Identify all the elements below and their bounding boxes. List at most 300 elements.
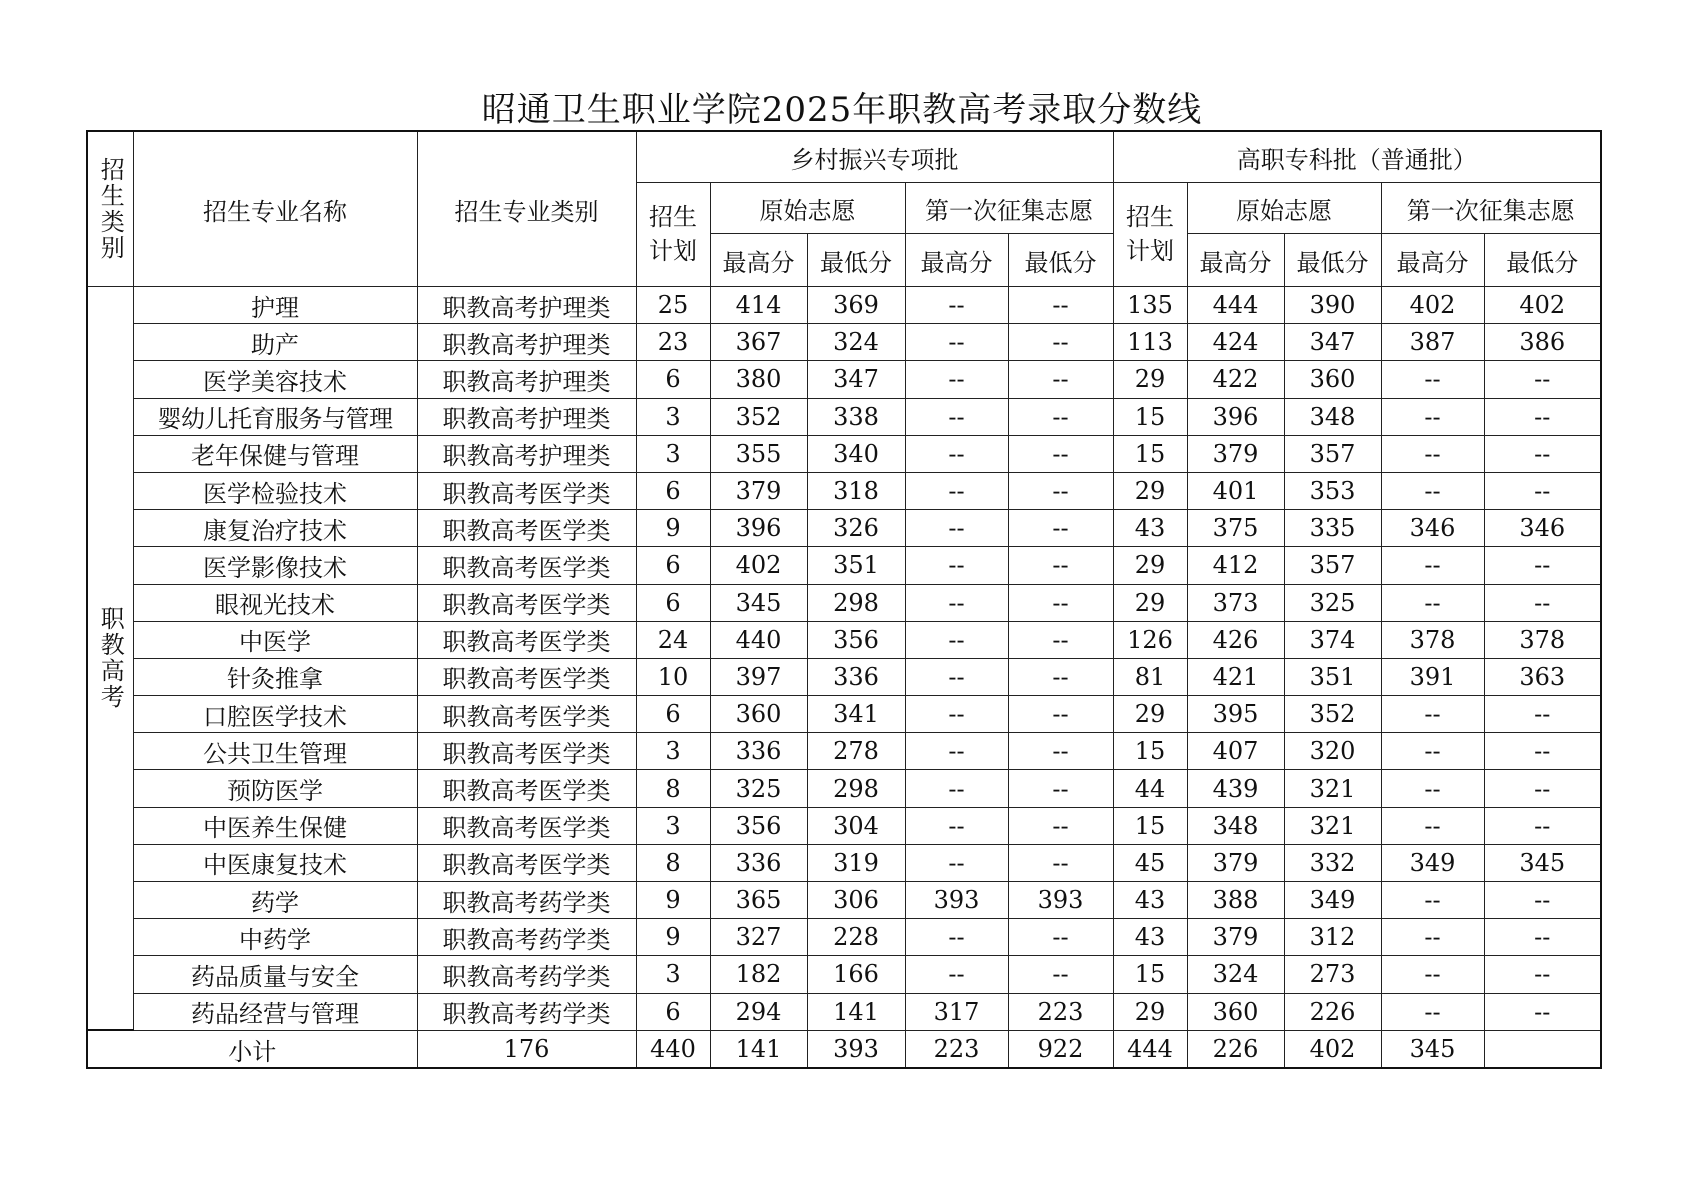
regular-collect-header: 第一次征集志愿 [1381, 183, 1601, 234]
major-type-cell: 职教高考医学类 [417, 547, 636, 584]
subtotal-rural-original-min-cell: 141 [710, 1030, 807, 1068]
rural-collect-min-cell: -- [1008, 472, 1113, 509]
rural-collect-max-cell: -- [905, 584, 1008, 621]
min-score-header: 最低分 [807, 234, 905, 287]
regular-collect-min-cell: 345 [1484, 844, 1601, 881]
rural-collect-min-cell: -- [1008, 807, 1113, 844]
rural-collect-max-cell: -- [905, 919, 1008, 956]
rural-collect-min-cell: -- [1008, 621, 1113, 658]
rural-collect-min-cell: -- [1008, 287, 1113, 324]
min-score-header: 最低分 [1284, 234, 1381, 287]
major-name-cell: 医学影像技术 [133, 547, 417, 584]
rural-collect-max-cell: 393 [905, 882, 1008, 919]
regular-collect-min-cell: -- [1484, 696, 1601, 733]
subtotal-rural-collect-min-cell: 223 [905, 1030, 1008, 1068]
regular-original-min-cell: 312 [1284, 919, 1381, 956]
regular-original-min-cell: 320 [1284, 733, 1381, 770]
regular-original-min-cell: 349 [1284, 882, 1381, 919]
max-score-header: 最高分 [710, 234, 807, 287]
major-name-cell: 中医学 [133, 621, 417, 658]
major-type-cell: 职教高考医学类 [417, 696, 636, 733]
rural-collect-min-cell: -- [1008, 770, 1113, 807]
rural-original-min-cell: 304 [807, 807, 905, 844]
table-row [87, 398, 1601, 435]
regular-collect-min-cell: -- [1484, 770, 1601, 807]
regular-collect-min-cell: 402 [1484, 287, 1601, 324]
rural-original-max-cell: 360 [710, 696, 807, 733]
regular-original-min-cell: 321 [1284, 770, 1381, 807]
table-row [87, 696, 1601, 733]
rural-original-min-cell: 351 [807, 547, 905, 584]
rural-collect-min-cell: -- [1008, 435, 1113, 472]
regular-collect-min-cell: 363 [1484, 658, 1601, 695]
regular-original-max-cell: 360 [1187, 993, 1284, 1030]
rural-original-min-cell: 369 [807, 287, 905, 324]
regular-collect-min-cell: -- [1484, 584, 1601, 621]
regular-original-header: 原始志愿 [1187, 183, 1381, 234]
subtotal-regular-original-max-cell: 444 [1113, 1030, 1187, 1068]
major-type-cell: 职教高考医学类 [417, 621, 636, 658]
major-name-cell: 中医康复技术 [133, 844, 417, 881]
rural-collect-max-cell: -- [905, 472, 1008, 509]
major-name-cell: 中医养生保健 [133, 807, 417, 844]
table-row [87, 807, 1601, 844]
table-row [87, 882, 1601, 919]
min-score-header: 最低分 [1484, 234, 1601, 287]
regular-plan-cell: 15 [1113, 398, 1187, 435]
rural-original-min-cell: 166 [807, 956, 905, 993]
rural-original-max-cell: 414 [710, 287, 807, 324]
subtotal-rural-plan-cell: 176 [417, 1030, 636, 1068]
regular-collect-min-cell: -- [1484, 993, 1601, 1030]
regular-plan-cell: 43 [1113, 919, 1187, 956]
rural-original-min-cell: 347 [807, 361, 905, 398]
rural-plan-cell: 25 [636, 287, 710, 324]
major-type-cell: 职教高考药学类 [417, 882, 636, 919]
table-row [87, 733, 1601, 770]
regular-collect-max-cell: 391 [1381, 658, 1484, 695]
major-name-cell: 眼视光技术 [133, 584, 417, 621]
rural-collect-min-cell: -- [1008, 733, 1113, 770]
rural-original-min-cell: 278 [807, 733, 905, 770]
regular-original-max-cell: 379 [1187, 844, 1284, 881]
regular-plan-cell: 29 [1113, 696, 1187, 733]
rural-original-min-cell: 298 [807, 584, 905, 621]
regular-original-max-cell: 422 [1187, 361, 1284, 398]
rural-original-max-cell: 365 [710, 882, 807, 919]
regular-original-min-cell: 226 [1284, 993, 1381, 1030]
rural-original-min-cell: 340 [807, 435, 905, 472]
rural-plan-cell: 23 [636, 324, 710, 361]
regular-original-min-cell: 348 [1284, 398, 1381, 435]
rural-collect-max-cell: 317 [905, 993, 1008, 1030]
rural-collect-min-cell: -- [1008, 547, 1113, 584]
rural-collect-max-cell: -- [905, 547, 1008, 584]
major-type-cell: 职教高考护理类 [417, 361, 636, 398]
major-name-cell: 康复治疗技术 [133, 510, 417, 547]
rural-original-min-cell: 141 [807, 993, 905, 1030]
regular-original-max-cell: 407 [1187, 733, 1284, 770]
regular-collect-max-cell: -- [1381, 882, 1484, 919]
rural-collect-max-cell: -- [905, 435, 1008, 472]
regular-original-min-cell: 360 [1284, 361, 1381, 398]
rural-original-max-cell: 355 [710, 435, 807, 472]
rural-collect-min-cell: -- [1008, 510, 1113, 547]
regular-plan-cell: 45 [1113, 844, 1187, 881]
rural-original-max-cell: 352 [710, 398, 807, 435]
rural-plan-cell: 6 [636, 696, 710, 733]
regular-plan-cell: 29 [1113, 361, 1187, 398]
rural-original-min-cell: 318 [807, 472, 905, 509]
rural-plan-cell: 3 [636, 733, 710, 770]
regular-collect-max-cell: -- [1381, 807, 1484, 844]
category-cell [87, 287, 133, 1031]
subtotal-rural-original-max-cell: 440 [636, 1030, 710, 1068]
regular-plan-cell: 15 [1113, 435, 1187, 472]
category-header-cell [87, 131, 133, 287]
regular-collect-max-cell: 346 [1381, 510, 1484, 547]
rural-original-min-cell: 228 [807, 919, 905, 956]
rural-original-min-cell: 298 [807, 770, 905, 807]
regular-original-min-cell: 353 [1284, 472, 1381, 509]
subtotal-regular-plan-cell: 922 [1008, 1030, 1113, 1068]
rural-original-max-cell: 396 [710, 510, 807, 547]
regular-collect-max-cell: -- [1381, 919, 1484, 956]
rural-collect-min-cell: -- [1008, 658, 1113, 695]
rural-original-max-cell: 440 [710, 621, 807, 658]
subtotal-rural-collect-max-cell: 393 [807, 1030, 905, 1068]
regular-original-max-cell: 395 [1187, 696, 1284, 733]
rural-plan-header [636, 183, 710, 287]
regular-original-min-cell: 352 [1284, 696, 1381, 733]
rural-plan-cell: 8 [636, 770, 710, 807]
rural-original-max-cell: 367 [710, 324, 807, 361]
regular-plan-cell: 29 [1113, 584, 1187, 621]
regular-collect-max-cell: -- [1381, 435, 1484, 472]
regular-original-min-cell: 351 [1284, 658, 1381, 695]
major-name-cell: 药品质量与安全 [133, 956, 417, 993]
rural-original-min-cell: 341 [807, 696, 905, 733]
regular-collect-max-cell: -- [1381, 472, 1484, 509]
regular-plan-cell: 43 [1113, 510, 1187, 547]
regular-collect-min-cell: -- [1484, 472, 1601, 509]
major-type-cell: 职教高考医学类 [417, 770, 636, 807]
regular-collect-max-cell: 378 [1381, 621, 1484, 658]
rural-plan-cell: 6 [636, 547, 710, 584]
major-name-cell: 预防医学 [133, 770, 417, 807]
rural-collect-max-cell: -- [905, 361, 1008, 398]
major-type-cell: 职教高考药学类 [417, 919, 636, 956]
regular-original-max-cell: 324 [1187, 956, 1284, 993]
rural-plan-cell: 10 [636, 658, 710, 695]
rural-plan-cell: 6 [636, 361, 710, 398]
major-type-cell: 职教高考医学类 [417, 584, 636, 621]
rural-original-header: 原始志愿 [710, 183, 905, 234]
regular-collect-min-cell: -- [1484, 733, 1601, 770]
regular-original-max-cell: 379 [1187, 919, 1284, 956]
rural-original-max-cell: 402 [710, 547, 807, 584]
rural-original-max-cell: 345 [710, 584, 807, 621]
rural-plan-cell: 6 [636, 472, 710, 509]
rural-collect-max-cell: -- [905, 696, 1008, 733]
rural-collect-min-cell: -- [1008, 956, 1113, 993]
rural-original-max-cell: 325 [710, 770, 807, 807]
table-row [87, 472, 1601, 509]
rural-original-max-cell: 182 [710, 956, 807, 993]
rural-collect-max-cell: -- [905, 324, 1008, 361]
table-row [87, 658, 1601, 695]
major-type-cell: 职教高考护理类 [417, 398, 636, 435]
rural-collect-max-cell: -- [905, 770, 1008, 807]
regular-collect-min-cell: -- [1484, 435, 1601, 472]
rural-collect-min-cell: 393 [1008, 882, 1113, 919]
rural-collect-max-cell: -- [905, 621, 1008, 658]
rural-plan-cell: 9 [636, 919, 710, 956]
rural-original-min-cell: 326 [807, 510, 905, 547]
major-type-cell: 职教高考医学类 [417, 472, 636, 509]
rural-original-min-cell: 306 [807, 882, 905, 919]
regular-collect-max-cell: -- [1381, 584, 1484, 621]
major-name-cell: 口腔医学技术 [133, 696, 417, 733]
rural-collect-max-cell: -- [905, 658, 1008, 695]
rural-original-min-cell: 338 [807, 398, 905, 435]
batch-rural-header: 乡村振兴专项批 [636, 131, 1113, 183]
category-header: 招生类别 [96, 157, 125, 261]
max-score-header: 最高分 [1381, 234, 1484, 287]
regular-collect-min-cell: -- [1484, 919, 1601, 956]
regular-plan-cell: 135 [1113, 287, 1187, 324]
regular-collect-min-cell: -- [1484, 882, 1601, 919]
max-score-header: 最高分 [1187, 234, 1284, 287]
major-type-cell: 职教高考护理类 [417, 287, 636, 324]
rural-original-min-cell: 336 [807, 658, 905, 695]
regular-collect-max-cell: -- [1381, 770, 1484, 807]
regular-original-max-cell: 375 [1187, 510, 1284, 547]
subtotal-label: 小计 [87, 1030, 417, 1068]
major-type-cell: 职教高考医学类 [417, 733, 636, 770]
regular-collect-max-cell: -- [1381, 956, 1484, 993]
regular-collect-min-cell: -- [1484, 547, 1601, 584]
major-name-cell: 护理 [133, 287, 417, 324]
regular-original-max-cell: 444 [1187, 287, 1284, 324]
regular-original-max-cell: 424 [1187, 324, 1284, 361]
rural-original-max-cell: 336 [710, 733, 807, 770]
rural-collect-max-cell: -- [905, 287, 1008, 324]
rural-collect-min-cell: -- [1008, 844, 1113, 881]
major-type-header: 招生专业类别 [417, 131, 636, 287]
rural-plan-cell: 6 [636, 584, 710, 621]
regular-collect-min-cell: -- [1484, 956, 1601, 993]
regular-original-max-cell: 401 [1187, 472, 1284, 509]
regular-plan-cell: 15 [1113, 956, 1187, 993]
regular-original-min-cell: 335 [1284, 510, 1381, 547]
regular-original-max-cell: 388 [1187, 882, 1284, 919]
major-type-cell: 职教高考药学类 [417, 993, 636, 1030]
regular-plan-cell: 29 [1113, 993, 1187, 1030]
table-row [87, 324, 1601, 361]
major-name-header: 招生专业名称 [133, 131, 417, 287]
rural-plan-cell: 3 [636, 398, 710, 435]
regular-plan-cell: 29 [1113, 472, 1187, 509]
rural-plan-cell: 6 [636, 993, 710, 1030]
regular-original-min-cell: 390 [1284, 287, 1381, 324]
table-row [87, 435, 1601, 472]
regular-plan-cell: 44 [1113, 770, 1187, 807]
regular-collect-min-cell: 386 [1484, 324, 1601, 361]
regular-plan-cell: 15 [1113, 733, 1187, 770]
regular-collect-max-cell: 349 [1381, 844, 1484, 881]
batch-regular-header: 高职专科批（普通批） [1113, 131, 1601, 183]
regular-original-min-cell: 374 [1284, 621, 1381, 658]
regular-collect-max-cell: 387 [1381, 324, 1484, 361]
major-type-cell: 职教高考医学类 [417, 844, 636, 881]
category-value: 职教高考 [96, 606, 125, 711]
rural-plan-cell: 9 [636, 510, 710, 547]
regular-plan-cell: 126 [1113, 621, 1187, 658]
table-row [87, 287, 1601, 324]
plan-label-line1: 招生 [649, 202, 697, 231]
rural-collect-max-cell: -- [905, 510, 1008, 547]
subtotal-regular-original-min-cell: 226 [1187, 1030, 1284, 1068]
table-row [87, 361, 1601, 398]
subtotal-regular-collect-max-cell: 402 [1284, 1030, 1381, 1068]
major-name-cell: 老年保健与管理 [133, 435, 417, 472]
page-title: 昭通卫生职业学院2025年职教高考录取分数线 [481, 90, 1203, 130]
regular-original-max-cell: 412 [1187, 547, 1284, 584]
plan-label-line2: 计划 [649, 236, 697, 265]
regular-collect-max-cell: -- [1381, 398, 1484, 435]
regular-collect-max-cell: -- [1381, 733, 1484, 770]
regular-plan-cell: 29 [1113, 547, 1187, 584]
regular-original-max-cell: 421 [1187, 658, 1284, 695]
major-type-cell: 职教高考医学类 [417, 807, 636, 844]
regular-collect-max-cell: -- [1381, 696, 1484, 733]
regular-collect-max-cell: -- [1381, 361, 1484, 398]
plan-label-line2: 计划 [1126, 236, 1175, 265]
regular-plan-cell: 15 [1113, 807, 1187, 844]
regular-original-max-cell: 379 [1187, 435, 1284, 472]
rural-original-max-cell: 336 [710, 844, 807, 881]
rural-collect-max-cell: -- [905, 844, 1008, 881]
regular-collect-max-cell: -- [1381, 547, 1484, 584]
major-type-cell: 职教高考药学类 [417, 956, 636, 993]
header-row-1 [87, 131, 1601, 183]
regular-collect-max-cell: -- [1381, 993, 1484, 1030]
major-name-cell: 医学美容技术 [133, 361, 417, 398]
regular-collect-min-cell: 378 [1484, 621, 1601, 658]
rural-collect-min-cell: -- [1008, 398, 1113, 435]
major-name-cell: 公共卫生管理 [133, 733, 417, 770]
rural-collect-max-cell: -- [905, 956, 1008, 993]
table-row [87, 547, 1601, 584]
major-name-cell: 婴幼儿托育服务与管理 [133, 398, 417, 435]
rural-plan-cell: 9 [636, 882, 710, 919]
major-type-cell: 职教高考护理类 [417, 435, 636, 472]
major-name-cell: 中药学 [133, 919, 417, 956]
major-name-cell: 针灸推拿 [133, 658, 417, 695]
rural-original-max-cell: 380 [710, 361, 807, 398]
rural-collect-max-cell: -- [905, 807, 1008, 844]
rural-original-min-cell: 324 [807, 324, 905, 361]
rural-original-min-cell: 319 [807, 844, 905, 881]
subtotal-regular-collect-min-cell: 345 [1381, 1030, 1484, 1068]
rural-plan-cell: 3 [636, 807, 710, 844]
regular-original-max-cell: 426 [1187, 621, 1284, 658]
rural-original-max-cell: 294 [710, 993, 807, 1030]
major-type-cell: 职教高考医学类 [417, 658, 636, 695]
rural-collect-max-cell: -- [905, 733, 1008, 770]
rural-original-max-cell: 397 [710, 658, 807, 695]
subtotal-row [87, 1030, 1601, 1068]
rural-collect-min-cell: -- [1008, 324, 1113, 361]
plan-label-line1: 招生 [1126, 202, 1175, 231]
regular-original-max-cell: 373 [1187, 584, 1284, 621]
major-name-cell: 助产 [133, 324, 417, 361]
table-row [87, 510, 1601, 547]
regular-collect-min-cell: -- [1484, 807, 1601, 844]
major-type-cell: 职教高考护理类 [417, 324, 636, 361]
rural-collect-min-cell: -- [1008, 584, 1113, 621]
rural-collect-min-cell: -- [1008, 361, 1113, 398]
regular-plan-header [1113, 183, 1187, 287]
rural-plan-cell: 3 [636, 956, 710, 993]
regular-plan-cell: 113 [1113, 324, 1187, 361]
regular-plan-cell: 43 [1113, 882, 1187, 919]
rural-collect-max-cell: -- [905, 398, 1008, 435]
regular-original-min-cell: 321 [1284, 807, 1381, 844]
regular-plan-cell: 81 [1113, 658, 1187, 695]
regular-original-max-cell: 396 [1187, 398, 1284, 435]
major-name-cell: 药学 [133, 882, 417, 919]
regular-original-max-cell: 439 [1187, 770, 1284, 807]
rural-plan-cell: 8 [636, 844, 710, 881]
min-score-header: 最低分 [1008, 234, 1113, 287]
regular-original-min-cell: 273 [1284, 956, 1381, 993]
table-row [87, 956, 1601, 993]
rural-original-max-cell: 327 [710, 919, 807, 956]
major-name-cell: 医学检验技术 [133, 472, 417, 509]
regular-original-max-cell: 348 [1187, 807, 1284, 844]
table-row [87, 584, 1601, 621]
rural-collect-header: 第一次征集志愿 [905, 183, 1113, 234]
regular-original-min-cell: 332 [1284, 844, 1381, 881]
regular-collect-max-cell: 402 [1381, 287, 1484, 324]
rural-collect-min-cell: -- [1008, 919, 1113, 956]
rural-collect-min-cell: -- [1008, 696, 1113, 733]
regular-original-min-cell: 357 [1284, 435, 1381, 472]
regular-original-min-cell: 325 [1284, 584, 1381, 621]
major-name-cell: 药品经营与管理 [133, 993, 417, 1030]
regular-collect-min-cell: -- [1484, 398, 1601, 435]
table-row [87, 993, 1601, 1030]
rural-collect-min-cell: 223 [1008, 993, 1113, 1030]
rural-plan-cell: 24 [636, 621, 710, 658]
table-row [87, 770, 1601, 807]
rural-original-min-cell: 356 [807, 621, 905, 658]
table-row [87, 844, 1601, 881]
regular-original-min-cell: 357 [1284, 547, 1381, 584]
regular-original-min-cell: 347 [1284, 324, 1381, 361]
regular-collect-min-cell: -- [1484, 361, 1601, 398]
regular-collect-min-cell: 346 [1484, 510, 1601, 547]
rural-original-max-cell: 379 [710, 472, 807, 509]
major-type-cell: 职教高考医学类 [417, 510, 636, 547]
admission-score-table [86, 130, 1602, 1069]
table-row [87, 621, 1601, 658]
max-score-header: 最高分 [905, 234, 1008, 287]
rural-original-max-cell: 356 [710, 807, 807, 844]
table-row [87, 919, 1601, 956]
